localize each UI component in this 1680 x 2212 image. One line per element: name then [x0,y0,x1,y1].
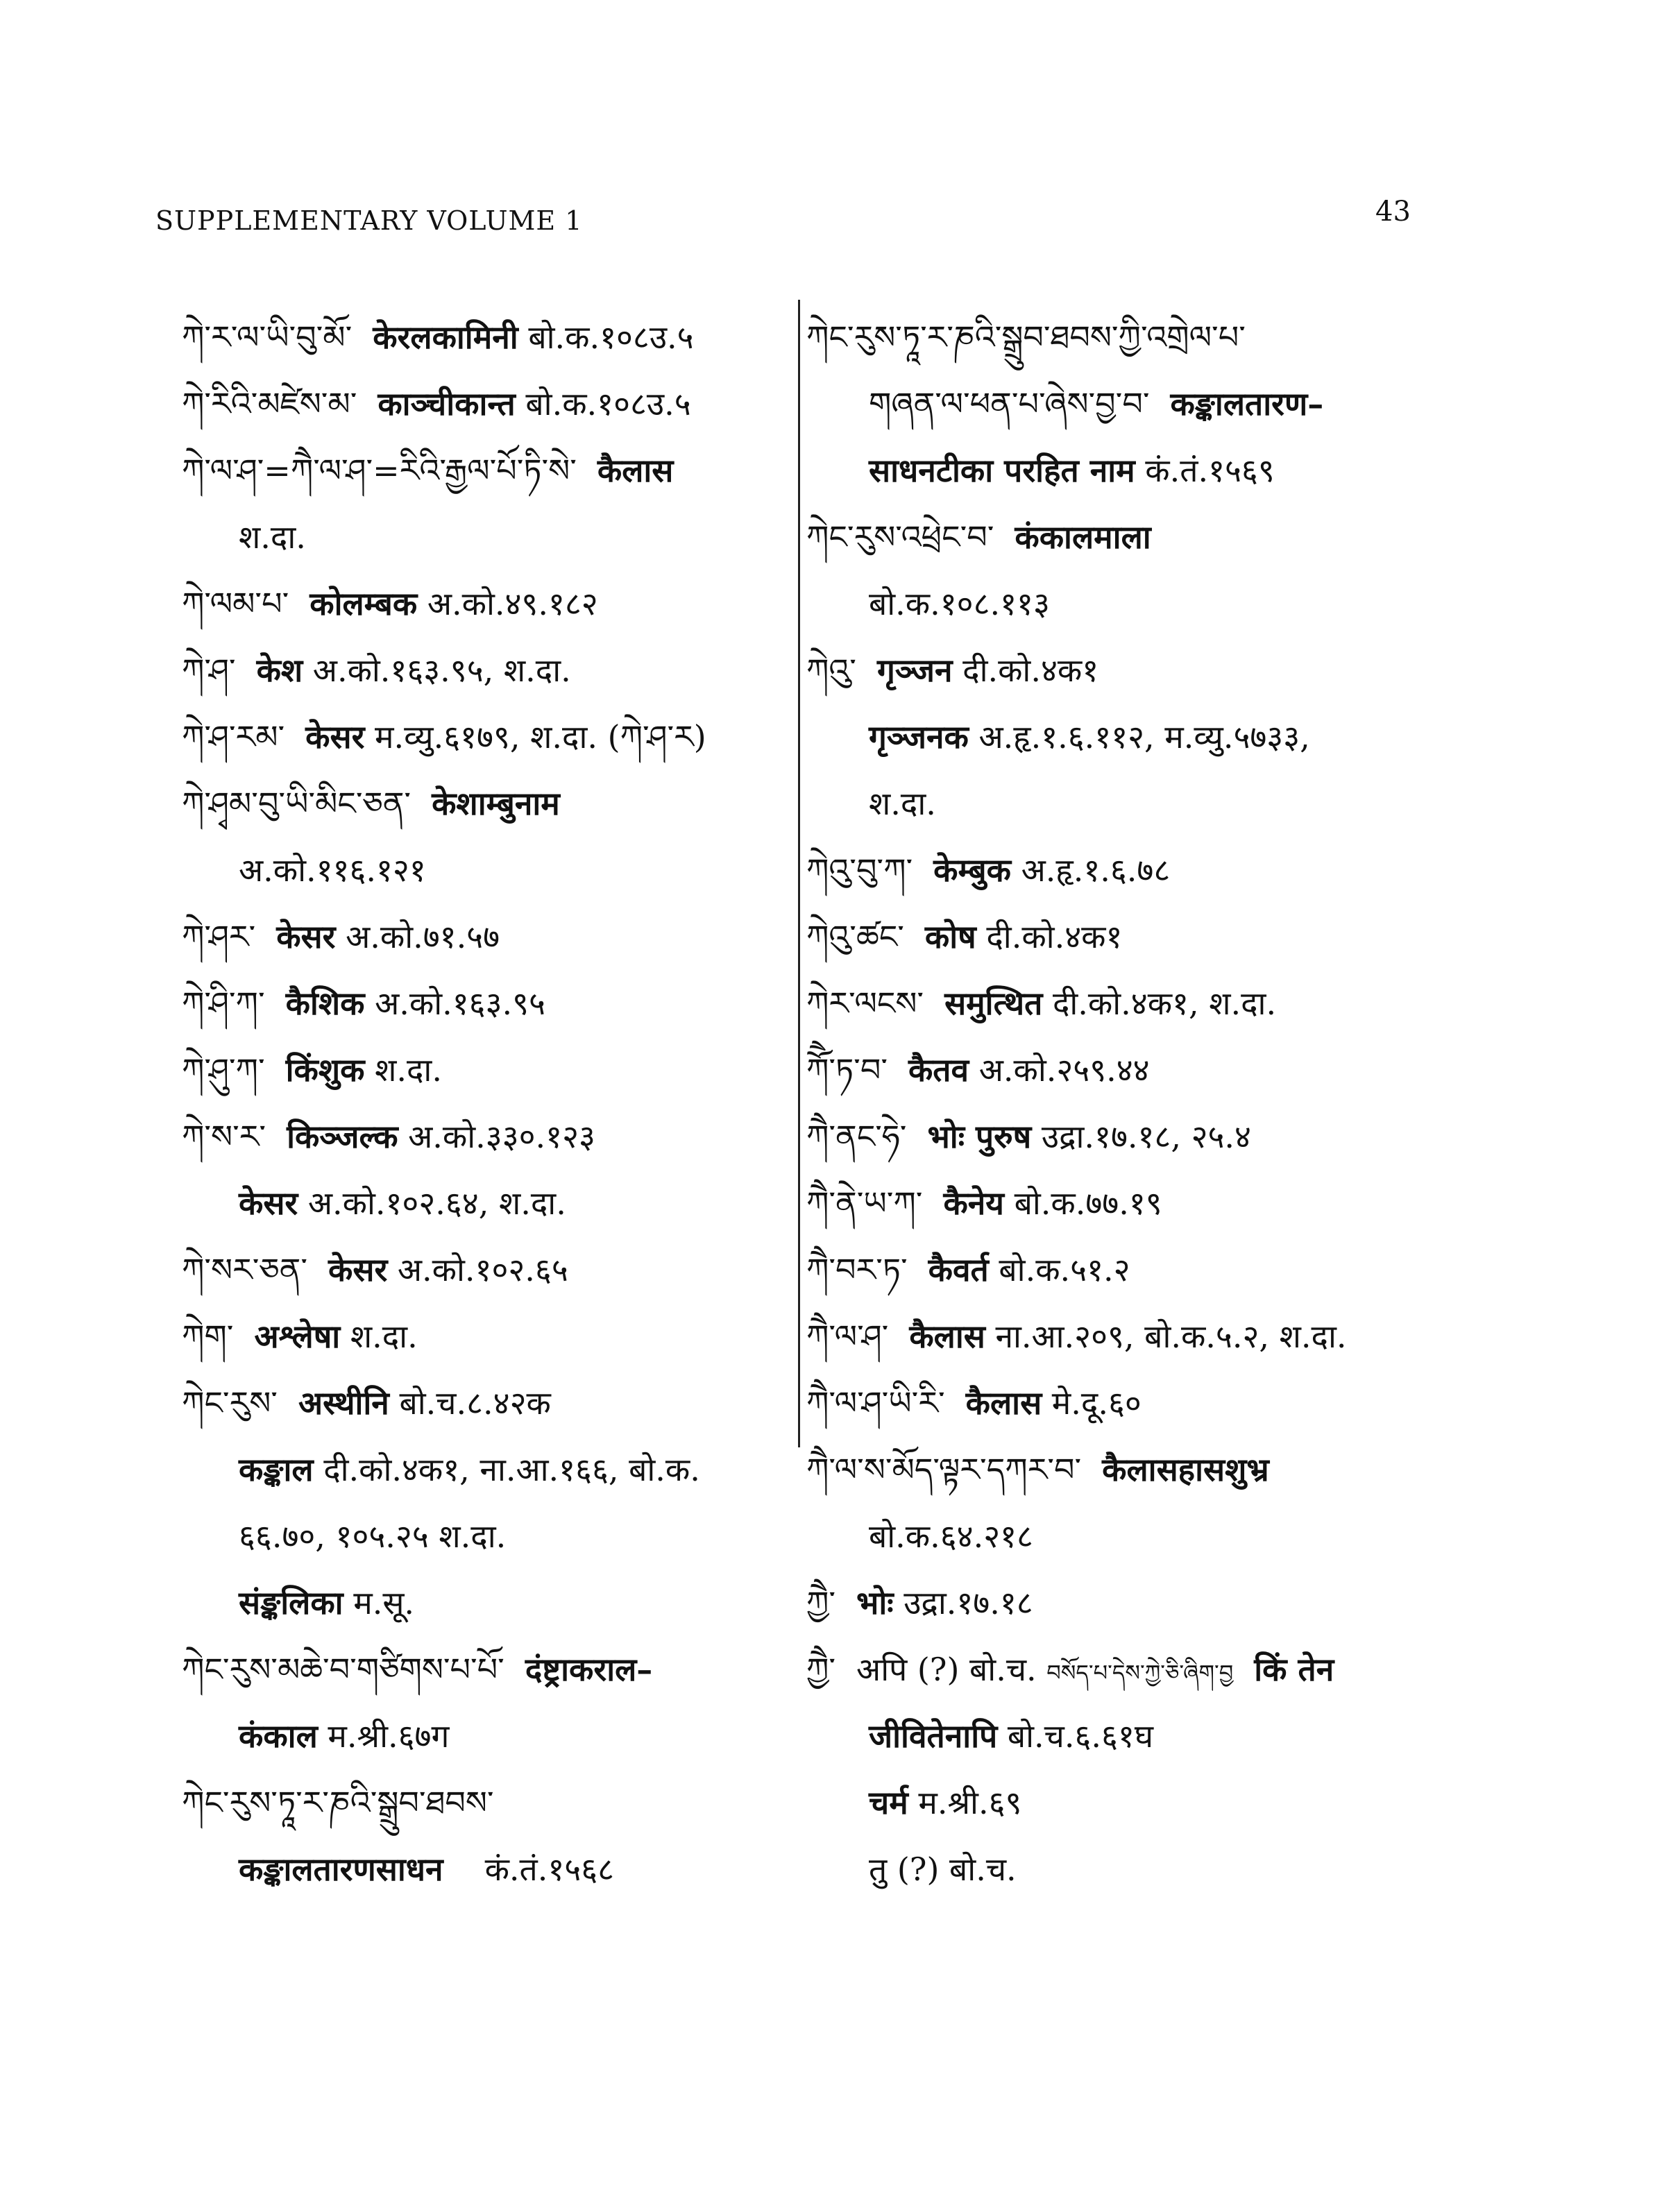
tibetan-term: ཀེར་ལངས་ [806,985,924,1022]
tibetan-term: ཀེག་ [182,1318,234,1355]
tibetan-term: ཀེ་ཤྭམ་བུ་ཡི་མིང་ཅན་ [182,785,411,822]
source-reference: अ.को.१०२.६५ [397,1251,568,1288]
source-reference: म.सू. [353,1584,415,1622]
entry-line [806,1303,1347,1370]
entry-line [806,1436,1347,1503]
source-reference: अ.को.१०२.६४, श.दा. [307,1184,566,1222]
column-divider [798,300,800,1447]
entry-line [182,970,706,1037]
source-reference: ना.आ.२०९, बो.क.५.२, श.दा. [995,1318,1347,1355]
entry-line [182,1370,706,1436]
sanskrit-headword: कंकालमाला [1015,518,1151,556]
continuation-line [806,1836,1347,1903]
entry-line [182,371,706,437]
source-reference: श.दा. [375,1051,442,1089]
tibetan-term: ཀཻ་ནང་ཧེ་ [806,1118,907,1155]
sanskrit-headword: केशाम्बुनाम [432,785,560,822]
entry-line [806,837,1347,903]
entry-line [806,1170,1347,1236]
tibetan-term: ཀེང་རུས་མཆེ་བ་གཙིགས་པ་པོ་ [182,1651,504,1688]
sanskrit-headword: किञ्जल्क [287,1118,398,1155]
source-reference: अ.हृ.१.६.११२, म.व्यु.५७३३, [978,718,1310,756]
continuation-line [806,770,1347,837]
tibetan-term: ཀཻ་བར་ཏ་ [806,1251,908,1288]
continuation-line [806,1503,1347,1569]
sanskrit-headword: कङ्काल [239,1451,314,1488]
continuation-line [806,371,1347,437]
continuation-line [182,1170,706,1236]
sanskrit-headword: केम्बुक [933,851,1012,889]
tibetan-term: ཀེ་ལམ་པ་ [182,585,289,622]
tibetan-term: ཀཻ་ལ་ས་མོད་ལྟར་དཀར་བ་ [806,1451,1082,1488]
entry-line [806,304,1347,371]
sanskrit-headword: केसर [328,1251,388,1288]
sanskrit-headword: कैवर्त [928,1251,989,1288]
source-reference: दी.को.४क१ [962,652,1099,689]
source-reference: मे.दू.६० [1051,1384,1142,1422]
entry-line [182,304,706,371]
sanskrit-headword: कैलास [909,1318,985,1355]
sanskrit-headword: कङ्कालतारण– [1170,385,1324,423]
tibetan-term: ཀེའུ་བུ་ཀ་ [806,851,913,889]
entry-line [182,770,706,837]
entry-line [806,1636,1347,1703]
source-reference: तु (?) बो.च. [869,1851,1017,1888]
entry-line [182,1636,706,1703]
tibetan-term: ཀཻ་ལ་ཤ་ [806,1318,889,1355]
tibetan-term: ཀེང་རུས་ [182,1384,278,1422]
source-reference: अ.को.११६.१२१ [239,851,426,889]
source-reference: बो.क.७७.१९ [1014,1184,1162,1222]
source-reference: अ.को.४९.१८२ [427,585,598,622]
continuation-line [182,1503,706,1569]
sanskrit-headword: कैलास [597,452,674,489]
entry-line [806,1569,1347,1636]
sanskrit-headword: गृञ्जन [876,652,953,689]
continuation-line [806,1769,1347,1836]
source-reference: अ.को.७१.५७ [346,918,500,955]
sanskrit-headword: दंष्ट्राकराल– [525,1651,653,1688]
sanskrit-headword: कोलम्बक [309,585,418,622]
tibetan-term: ཀེ་ཤི་ཀ་ [182,985,265,1022]
entry-line [182,437,706,504]
sanskrit-headword: अश्लेषा [254,1318,341,1355]
continuation-line [182,1836,706,1903]
sanskrit-headword: साधनटीका परहित नाम [869,452,1135,489]
sanskrit-headword: किं तेन [1254,1651,1334,1688]
sanskrit-headword: केसर [276,918,336,955]
source-reference: उद्रा.१७.१८, २५.४ [1041,1118,1251,1155]
continuation-line [806,437,1347,504]
sanskrit-headword: कैलासहासशुभ्र [1102,1451,1269,1488]
tibetan-term: ཀེ་ཤ་ [182,652,236,689]
sanskrit-headword: कंकाल [239,1717,318,1755]
continuation-line [182,1569,706,1636]
source-reference: श.दा. [350,1318,418,1355]
continuation-line [806,704,1347,770]
continuation-line [182,1703,706,1769]
source-reference: म.श्री.६९ [918,1784,1022,1821]
tibetan-term: ཀོཻ་ཏ་བ་ [806,1051,888,1089]
sanskrit-headword: कैतव [908,1051,969,1089]
running-head: SUPPLEMENTARY VOLUME 1 [155,205,583,236]
source-reference: अ.को.१६३.९५, श.दा. [312,652,571,689]
source-reference: अ.को.१६३.९५ [375,985,545,1022]
continuation-line [806,1703,1347,1769]
source-reference: बो.क.१०८उ.५ [528,318,694,356]
sanskrit-headword: कङ्कालतारणसाधन [239,1851,443,1888]
tibetan-term: ཀེ་ཤ་རམ་ [182,718,285,756]
tibetan-term: གཞན་ལ་ཕན་པ་ཞེས་བྱ་བ་ [869,385,1150,423]
tibetan-term: ཀེང་རུས་ཏཱ་ར་ཎའི་སྒྲུབ་ཐབས་ [182,1784,494,1821]
tibetan-term: ཀེ་ཤར་ [182,918,256,955]
sanskrit-headword: अस्थीनि [298,1384,389,1422]
entry-line [806,637,1347,704]
entry-line [182,1037,706,1103]
entry-line [182,1103,706,1170]
sanskrit-headword: कैनेय [943,1184,1004,1222]
tibetan-term: ཀེ་རིའི་མཛེས་མ་ [182,385,357,423]
source-reference: कं.तं.१५६९ [1145,452,1275,489]
tibetan-term: ཀེ་ར་ལ་ཡི་བུ་མོ་ [182,318,353,356]
sanskrit-headword: केसर [305,718,365,756]
sanskrit-headword: भोः पुरुष [927,1118,1032,1155]
tibetan-term: ཀེ་ཤུ་ཀ་ [182,1051,265,1089]
sanskrit-headword: केश [256,652,303,689]
entry-line [806,1370,1347,1436]
sanskrit-headword: काञ्चीकान्त [377,385,516,423]
source-reference: अपि (?) बो.च. [856,1651,1037,1688]
entry-line [182,1303,706,1370]
tibetan-term: ཀཻ་ལ་ཤ་ཡི་རི་ [806,1384,945,1422]
tibetan-term: ཀེའུ་ [806,652,856,689]
sanskrit-headword: समुत्थित [944,985,1043,1022]
entry-line [806,1037,1347,1103]
sanskrit-headword: किंशुक [285,1051,365,1089]
sanskrit-headword: गृञ्जनक [869,718,969,756]
source-reference: ६६.७०, १०५.२५ श.दा. [239,1517,507,1555]
tibetan-term: ཀེ་ལ་ཤ་=ཀཻ་ལ་ཤ་=རིའི་རྒྱལ་པོ་ཏི་སེ་ [182,452,577,489]
source-reference: म.श्री.६७ग [328,1717,450,1755]
source-reference: बो.क.६४.२१८ [869,1517,1033,1555]
tibetan-term: ཀེའུ་ཚང་ [806,918,904,955]
continuation-line [182,504,706,570]
entry-line [182,637,706,704]
continuation-line [182,837,706,903]
source-reference: उद्रा.१७.१८ [903,1584,1033,1622]
source-reference: श.दा. [239,518,306,556]
tibetan-term: ཀེ་ས་ར་ [182,1118,266,1155]
entry-line [806,970,1347,1037]
source-reference: श.दा. [869,785,936,822]
entry-line [806,1103,1347,1170]
source-reference: दी.को.४क१, श.दा. [1052,985,1277,1022]
sanskrit-headword: संङ्कलिका [239,1584,343,1622]
right-column [806,304,1347,1903]
page-number: 43 [1375,196,1411,228]
source-reference: म.व्यु.६१७९, श.दा. (ཀེ་ཤ་ར) [375,718,706,756]
source-reference: दी.को.४क१ [986,918,1123,955]
entry-line [182,1236,706,1303]
tibetan-term: ཀཻ་ནེ་ཡ་ཀ་ [806,1184,923,1222]
source-reference: बो.च.६.६१घ [1007,1717,1154,1755]
left-column [182,304,706,1903]
tibetan-term: ཀེ་སར་ཅན་ [182,1251,308,1288]
sanskrit-headword: चर्म [869,1784,908,1821]
sanskrit-headword: कैलास [965,1384,1042,1422]
source-reference: कं.तं.१५६८ [484,1851,615,1888]
entry-line [182,570,706,637]
sanskrit-headword: भोः [856,1584,894,1622]
sanskrit-headword: कैशिक [285,985,365,1022]
source-reference: बो.क.१०८उ.५ [525,385,691,423]
source-reference: बो.क.५१.२ [999,1251,1130,1288]
sanskrit-headword: कोष [924,918,976,955]
sanskrit-headword: जीवितेनापि [869,1717,998,1755]
entry-line [182,704,706,770]
entry-line [182,1769,706,1836]
tibetan-quotation: བསོད་པ་དེས་ཀྱེ་ཅི་ཞིག་བྱ [1046,1660,1234,1686]
tibetan-term: ཀེང་རུས་འཕྲེང་བ་ [806,518,994,556]
source-reference: अ.को.२५९.४४ [978,1051,1150,1089]
entry-line [182,903,706,970]
source-reference: बो.च.८.४२क [399,1384,551,1422]
continuation-line [182,1436,706,1503]
source-reference: अ.को.३३०.१२३ [408,1118,595,1155]
entry-line [806,1236,1347,1303]
entry-line [806,504,1347,570]
tibetan-term: ཀྱཻ་ [806,1584,836,1622]
entry-line [806,903,1347,970]
source-reference: अ.हृ.१.६.७८ [1021,851,1171,889]
tibetan-term: ཀྱཻ་ [806,1651,836,1688]
source-reference: बो.क.१०८.११३ [869,585,1050,622]
continuation-line [806,570,1347,637]
source-reference: दी.को.४क१, ना.आ.१६६, बो.क. [323,1451,700,1488]
sanskrit-headword: केसर [239,1184,298,1222]
tibetan-term: ཀེང་རུས་ཏཱ་ར་ཎའི་སྒྲུབ་ཐབས་ཀྱི་འགྲེལ་པ་ [806,318,1246,356]
sanskrit-headword: केरलकामिनी [373,318,518,356]
